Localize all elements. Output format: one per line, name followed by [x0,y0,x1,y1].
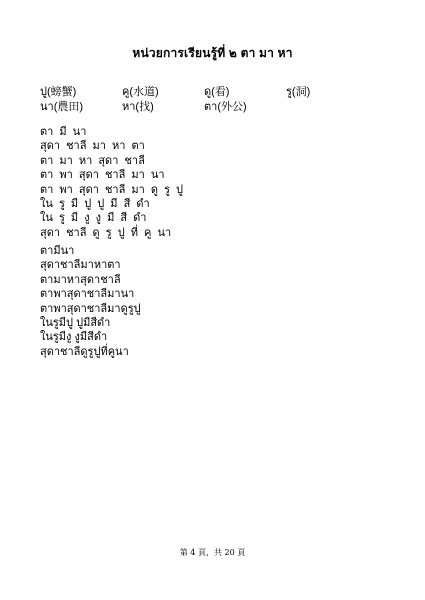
vocabulary-item: ตา(外公) [204,101,247,113]
vocabulary-list [40,82,360,112]
joined-sentences [40,244,340,359]
sentence-line: ตามาหาสุดาชาลี [40,273,121,286]
vocabulary-item: รู(洞) [286,86,311,98]
sentence-line: ตาพาสุดาชาลีมาดูรูปู [40,302,141,315]
vocabulary-row [40,97,360,112]
vocabulary-item: ปู(螃蟹) [40,86,77,98]
page-footer: 第 4 頁，共 20 頁 [179,548,246,557]
vocabulary-row [40,82,360,97]
sentence-line: ตา พา สุดา ชาลี มา นา [40,169,165,182]
vocabulary-item: คู(水道) [122,86,159,98]
sentence-line: สุดา ชาลี มา หา ตา [40,140,145,153]
sentence-line: ในรูมีงู งูมีสีดำ [40,331,108,344]
sentence-line: ตามีนา [40,245,75,257]
sentence-line: ตา พา สุดา ชาลี มา ดู รู ปู [40,183,184,196]
spaced-sentences [40,125,340,240]
sentence-line: ในรูมีปู ปูมีสีดำ [40,317,111,330]
sentence-line: ตา มา หา สุดา ชาลี [40,154,145,167]
vocabulary-item: หา(找) [122,101,154,113]
sentence-line: สุดาชาลีมาหาตา [40,259,121,272]
vocabulary-item: ดู(看) [204,86,230,98]
sentence-line: ตา มี นา [40,126,87,138]
sentence-line: ใน รู มี งู งู มี สี ดำ [40,212,147,225]
vocabulary-item: นา(農田) [40,101,84,113]
sentence-line: ตาพาสุดาชาลีมานา [40,288,135,301]
sentence-line: สุดา ชาลี ดู รู ปู ที่ คู นา [40,226,172,239]
sentence-line: ใน รู มี ปู ปู มี สี ดำ [40,198,150,211]
page-title: หน่วยการเรียนรู้ที่ ๒ ตา มา หา [132,46,293,60]
sentence-line: สุดาชาลีดูรูปูที่คูนา [40,345,129,358]
